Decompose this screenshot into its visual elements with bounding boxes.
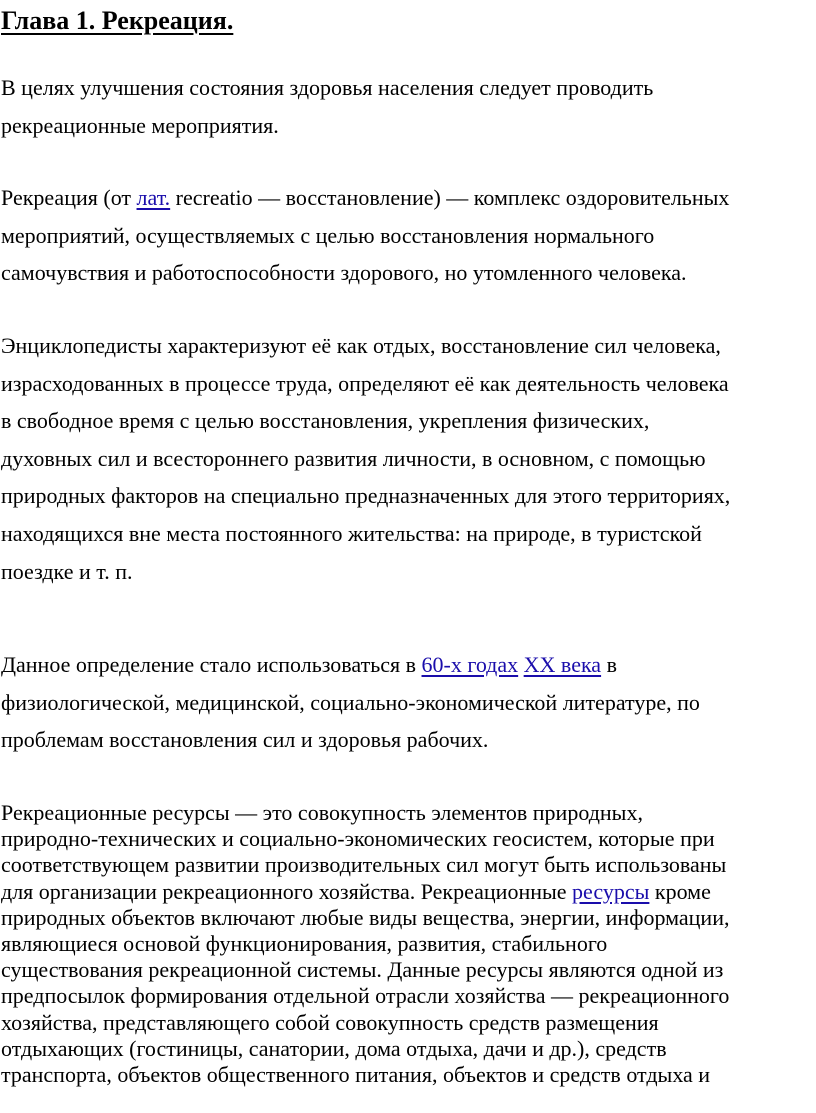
resources-link[interactable]: ресурсы (572, 878, 650, 904)
text-line: хозяйства, представляющего собой совокупность средств размещения (1, 1009, 659, 1035)
text-line: рекреационные мероприятия. (1, 112, 279, 138)
text-line: существования рекреационной системы. Данные ресурсы являются одной из (1, 957, 724, 983)
text-line (1, 179, 815, 217)
text-line: природных объектов включают любые виды вещества, энергии, информации, (1, 904, 730, 930)
text-line: в свободное время с целью восстановления, укрепления физических, (1, 408, 650, 434)
text-line: духовных сил и всестороннего развития личности, в основном, с помощью (1, 445, 706, 471)
text-segment: кроме (649, 878, 711, 904)
latin-link[interactable]: лат. (136, 185, 171, 210)
text-segment: Данное определение стало использоваться в (1, 652, 422, 677)
history-paragraph (1, 646, 815, 759)
encyclopedists-paragraph (1, 327, 815, 590)
text-line: транспорта, объектов общественного питания, объектов и средств отдыха и (1, 1062, 711, 1088)
text-line: поездке и т. п. (1, 558, 133, 584)
text-line: являющиеся основой функционирования, развития, стабильного (1, 931, 608, 957)
text-line: природно-технических и социально-экономических геосистем, которые при (1, 826, 715, 852)
text-line: отдыхающих (гостиницы, санатории, дома отдыха, дачи и др.), средств (1, 1035, 667, 1061)
intro-paragraph (1, 69, 815, 144)
chapter-heading: Глава 1. Рекреация. (1, 6, 234, 35)
text-line: проблемам восстановления сил и здоровья рабочих. (1, 727, 489, 753)
definition-paragraph (1, 179, 815, 292)
text-line: мероприятий, осуществляемых с целью восстановления нормального (1, 222, 655, 248)
text-line (1, 879, 815, 905)
text-line: физиологической, медицинской, социально-экономической литературе, по (1, 689, 700, 715)
text-line: самочувствия и работоспособности здорового, но утомленного человека. (1, 260, 687, 286)
text-line: природных факторов на специально предназначенных для этого территориях, (1, 483, 731, 509)
text-segment: Рекреация (от (1, 185, 137, 210)
sixties-link[interactable]: 60-х годах (421, 652, 519, 677)
text-line: находящихся вне места постоянного жительства: на природе, в туристской (1, 520, 702, 546)
text-line: В целях улучшения состояния здоровья населения следует проводить (1, 75, 654, 100)
text-line: Рекреационные ресурсы — это совокупность элементов природных, (1, 800, 643, 825)
text-line: соответствующем развитии производительных сил могут быть использованы (1, 852, 727, 878)
text-segment: для организации рекреационного хозяйства. Рекреационные (1, 878, 573, 904)
text-segment: recreatio — восстановление) — комплекс оздоровительных (170, 185, 730, 210)
text-line (1, 646, 815, 684)
resources-paragraph (1, 800, 815, 1088)
text-line: Энциклопедисты характеризуют её как отдых, восстановление сил человека, (1, 333, 721, 358)
text-segment: в (601, 652, 617, 677)
twentieth-century-link[interactable]: XX века (523, 652, 602, 677)
text-line: израсходованных в процессе труда, определяют её как деятельность человека (1, 370, 729, 396)
text-line: предпосылок формирования отдельной отрасли хозяйства — рекреационного (1, 983, 730, 1009)
